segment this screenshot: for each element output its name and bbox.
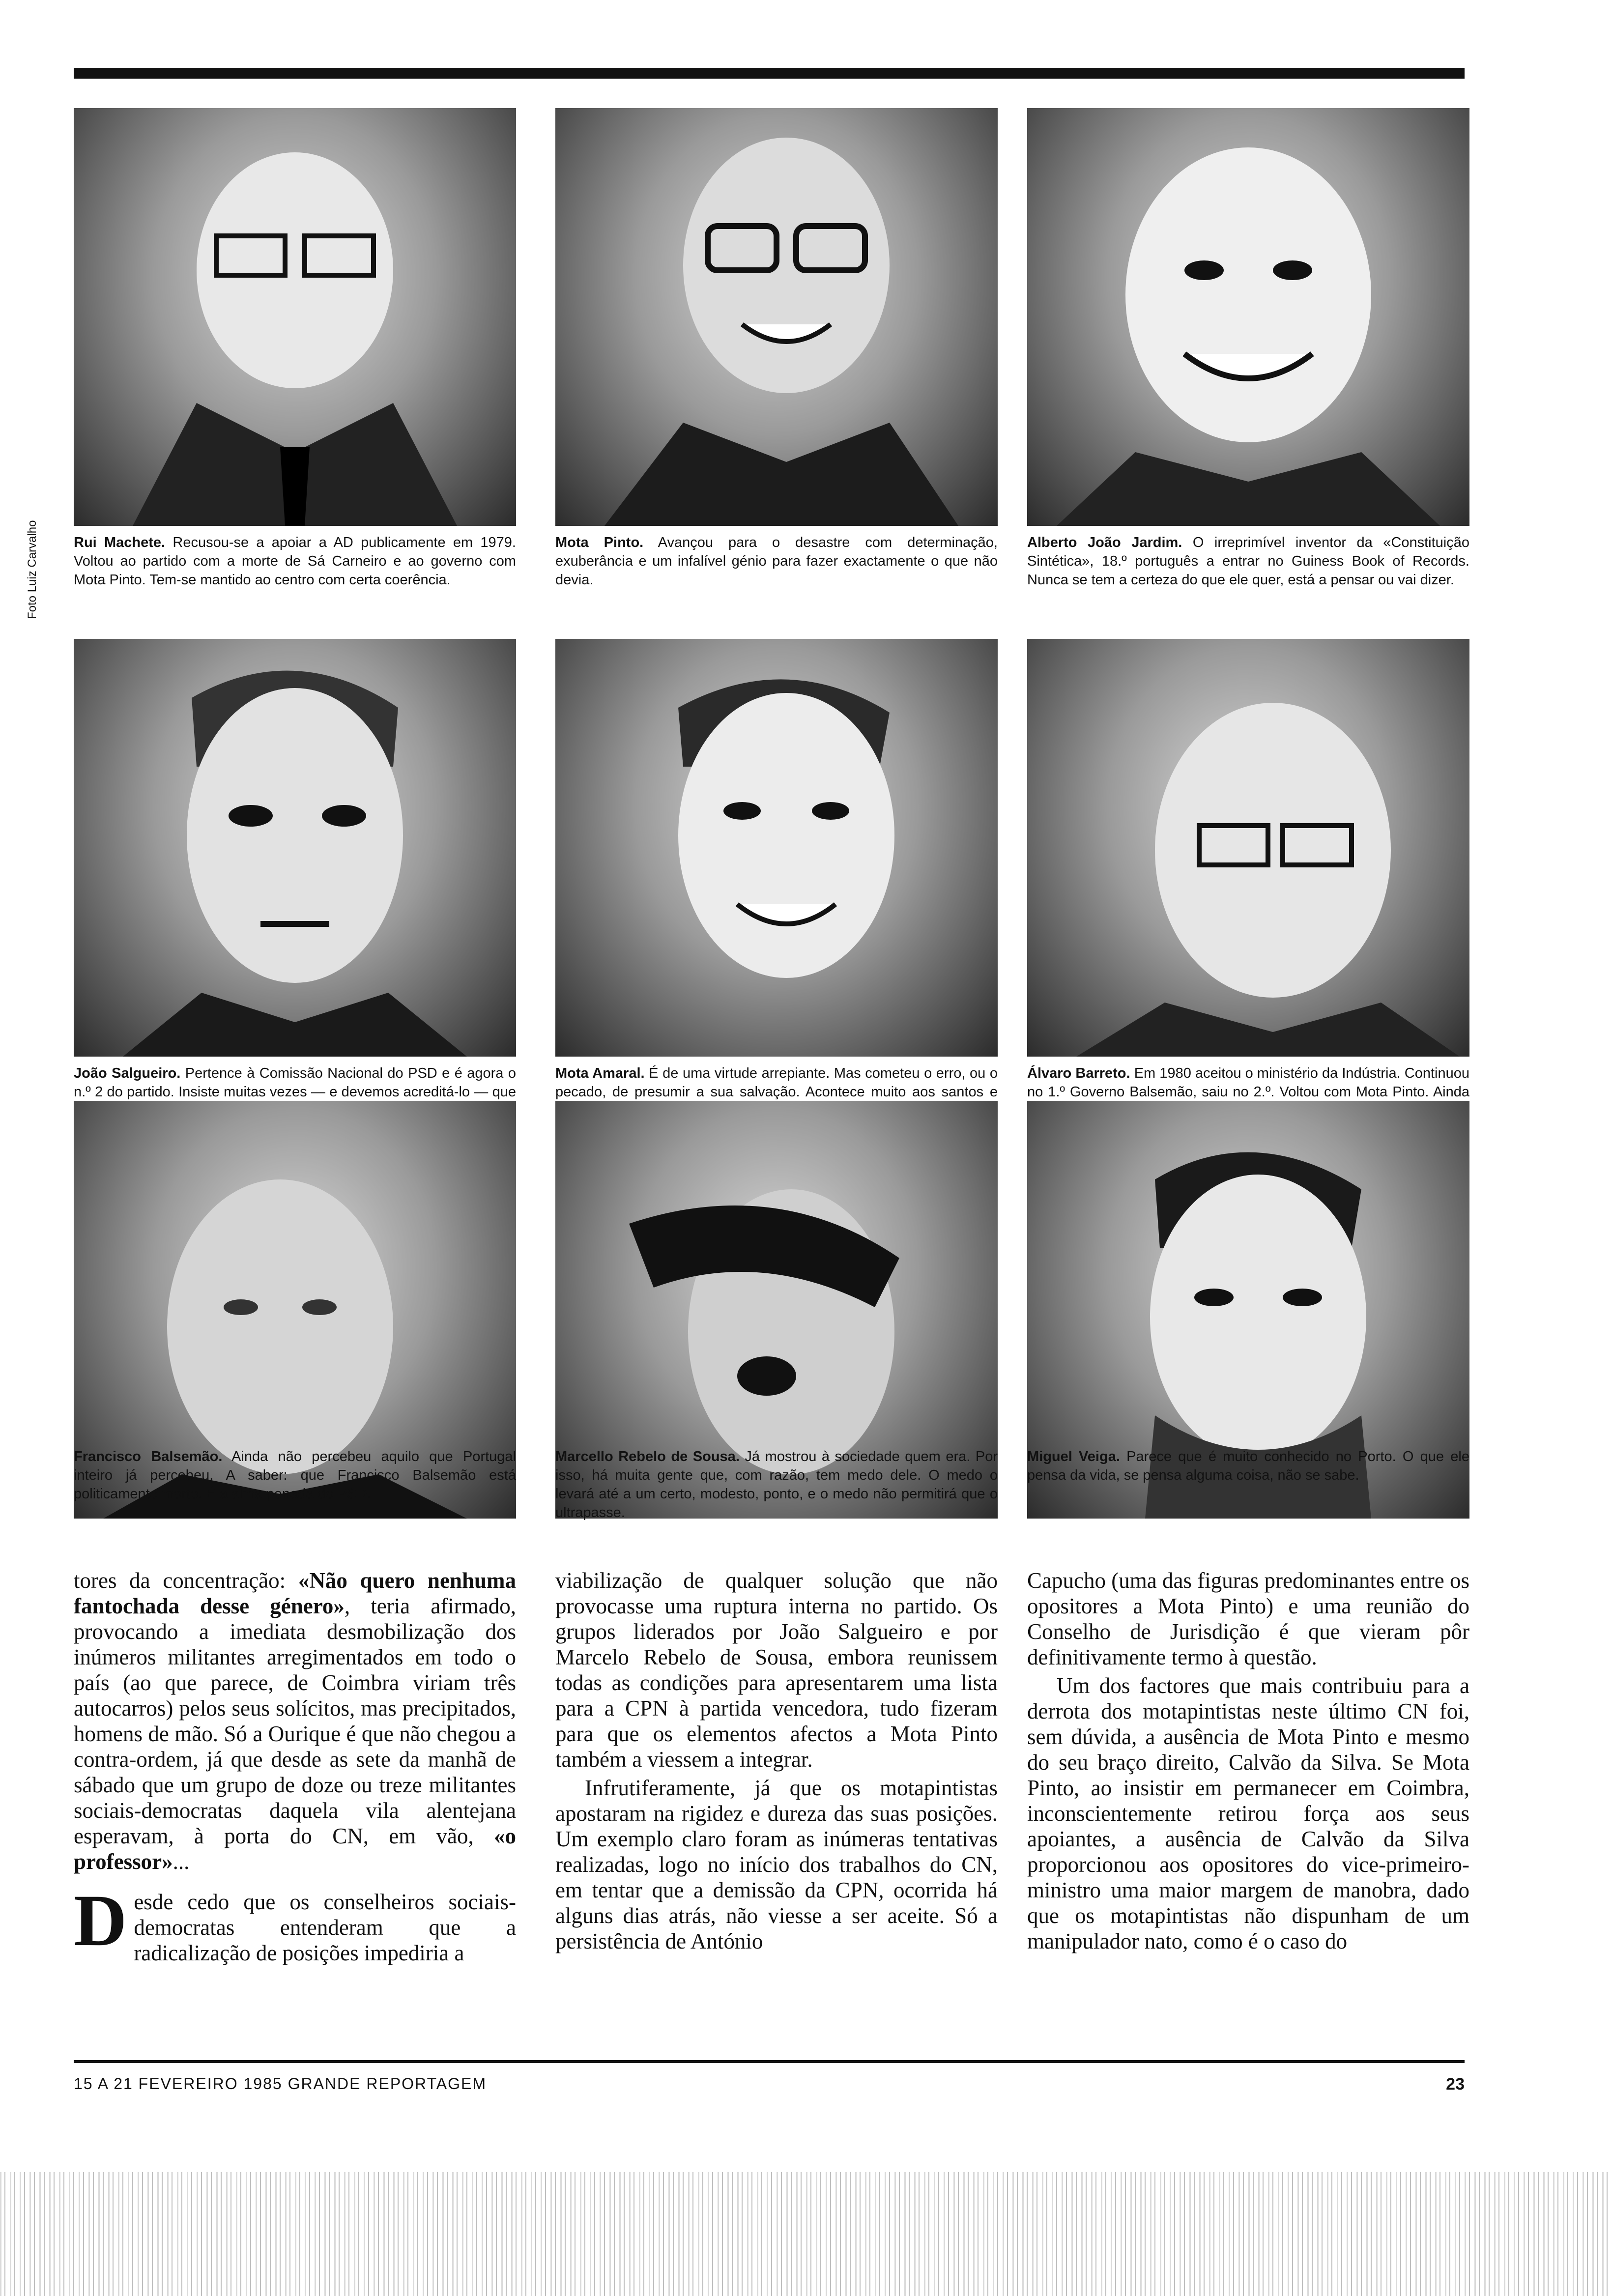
photo-mota-pinto	[555, 108, 998, 526]
portrait-icon	[74, 639, 516, 1057]
footer-issue-info: 15 A 21 FEVEREIRO 1985 GRANDE REPORTAGEM	[74, 2075, 487, 2093]
photo-joao-salgueiro	[74, 639, 516, 1057]
photo-alberto-joao-jardim	[1027, 108, 1469, 526]
photo-credit: Foto Luiz Carvalho	[26, 520, 39, 619]
article-column-1	[74, 1568, 516, 2035]
caption-miguel-veiga: Miguel Veiga. Parece que é muito conhecido no Porto. O que ele pensa da vida, se pensa alguma coisa, não se sabe.	[1027, 1449, 1469, 1483]
caption-mota-pinto: Mota Pinto. Avançou para o desastre com determinação, exuberância e um infalível génio para fazer exactamente o que não devia.	[555, 535, 998, 588]
article-paragraph: Capucho (uma das figuras predominantes entre os opositores a Mota Pinto) e uma reunião do Conselho de Jurisdição é que vieram pôr definitivamente termo à questão.	[1027, 1568, 1469, 1669]
article-paragraph: Um dos factores que mais contribuiu para a derrota dos motapintistas neste último CN foi, sem dúvida, a ausência de Mota Pinto e mesmo do seu braço direito, Calvão da Silva. Se Mota Pinto, ao insistir em permanecer em Coimbra, inconscientemente retirou força aos seus apoiantes, a ausência de Calvão da Silva proporcionou aos opositores do vice-primeiro-ministro uma maior margem de manobra, dado que os motapintistas não dispunham de um manipulador nato, como é o caso do	[1027, 1673, 1469, 1953]
article-column-3	[1027, 1568, 1469, 2035]
caption-francisco-balsemao: Francisco Balsemão. Ainda não percebeu aquilo que Portugal inteiro já percebeu. A saber: que Francisco Balsemão está politicamente morto. É a alma penada do PSD.	[74, 1449, 516, 1502]
portrait-icon	[555, 108, 998, 526]
article-paragraph: viabilização de qualquer solução que não provocasse uma ruptura interna no partido. Os grupos liderados por João Salgueiro e por Marcelo Rebelo de Sousa, embora reunissem todas as condições para apresentarem uma lista para a CPN à partida vencedora, tudo fizeram para que os elementos afectos a Mota Pinto também a viessem a integrar.	[555, 1568, 998, 1772]
caption-alberto-joao-jardim: Alberto João Jardim. O irreprimível inventor da «Constituição Sintética», 18.º português a entrar no Guiness Book of Records. Nunca se tem a certeza do que ele quer, está a pensar ou vai dizer.	[1027, 535, 1469, 588]
article-column-2	[555, 1568, 998, 2035]
top-rule	[74, 68, 1465, 79]
caption-marcello-rebelo-de-sousa: Marcello Rebelo de Sousa. Já mostrou à sociedade quem era. Por isso, há muita gente que, com razão, tem medo dele. O medo o levará até a um certo, modesto, ponto, e o medo não permitirá que o ultrapasse.	[555, 1449, 998, 1521]
photo-mota-amaral	[555, 639, 998, 1057]
caption-alvaro-barreto: Álvaro Barreto. Em 1980 aceitou o ministério da Indústria. Continuou no 1.º Governo Balsemão, saiu no 2.º. Voltou com Mota Pinto. Ainda	[1027, 1065, 1469, 1100]
portrait-icon	[555, 639, 998, 1057]
bottom-rule	[74, 2060, 1465, 2063]
scan-noise-strip	[0, 2172, 1612, 2296]
drop-cap: D	[74, 1880, 127, 1961]
article-paragraph: Desde cedo que os conselheiros sociais-democratas entenderam que a radicalização de posições impediria a	[74, 1880, 516, 1965]
photo-rui-machete	[74, 108, 516, 526]
caption-mota-amaral: Mota Amaral. É de uma virtude arrepiante. Mas cometeu o erro, ou o pecado, de presumir a sua salvação. Acontece muito aos santos e	[555, 1065, 998, 1100]
photo-alvaro-barreto	[1027, 639, 1469, 1057]
portrait-icon	[1027, 108, 1469, 526]
portrait-icon	[1027, 639, 1469, 1057]
article-paragraph: tores da concentração: «Não quero nenhuma fantochada desse género», teria afirmado, provocando a imediata desmobilização dos inúmeros militantes arregimentados em todo o país (ao que parece, de Coimbra viriam três autocarros) pelos seus solícitos, mas precipitados, homens de mão. Só a Ourique é que não chegou a contra-ordem, já que desde as sete da manhã de sábado que um grupo de doze ou treze militantes sociais-democratas daquela vila alentejana esperavam, à porta do CN, em vão, «o professor»...	[74, 1568, 516, 1874]
caption-rui-machete: Rui Machete. Recusou-se a apoiar a AD publicamente em 1979. Voltou ao partido com a morte de Sá Carneiro e ao governo com Mota Pinto. Tem-se mantido ao centro com certa coerência.	[74, 535, 516, 588]
page-number: 23	[1446, 2075, 1465, 2094]
article-paragraph: Infrutiferamente, já que os motapintistas apostaram na rigidez e dureza das suas posições. Um exemplo claro foram as inúmeras tentativas realizadas, logo no início dos trabalhos do CN, em tentar que a demissão da CPN, ocorrida há alguns dias atrás, não viesse a ser aceite. Só a persistência de António	[555, 1776, 998, 1953]
caption-joao-salgueiro: João Salgueiro. Pertence à Comissão Nacional do PSD e é agora o n.º 2 do partido. Insiste muitas vezes — e devemos acreditá-lo — que	[74, 1065, 516, 1100]
portrait-icon	[74, 108, 516, 526]
